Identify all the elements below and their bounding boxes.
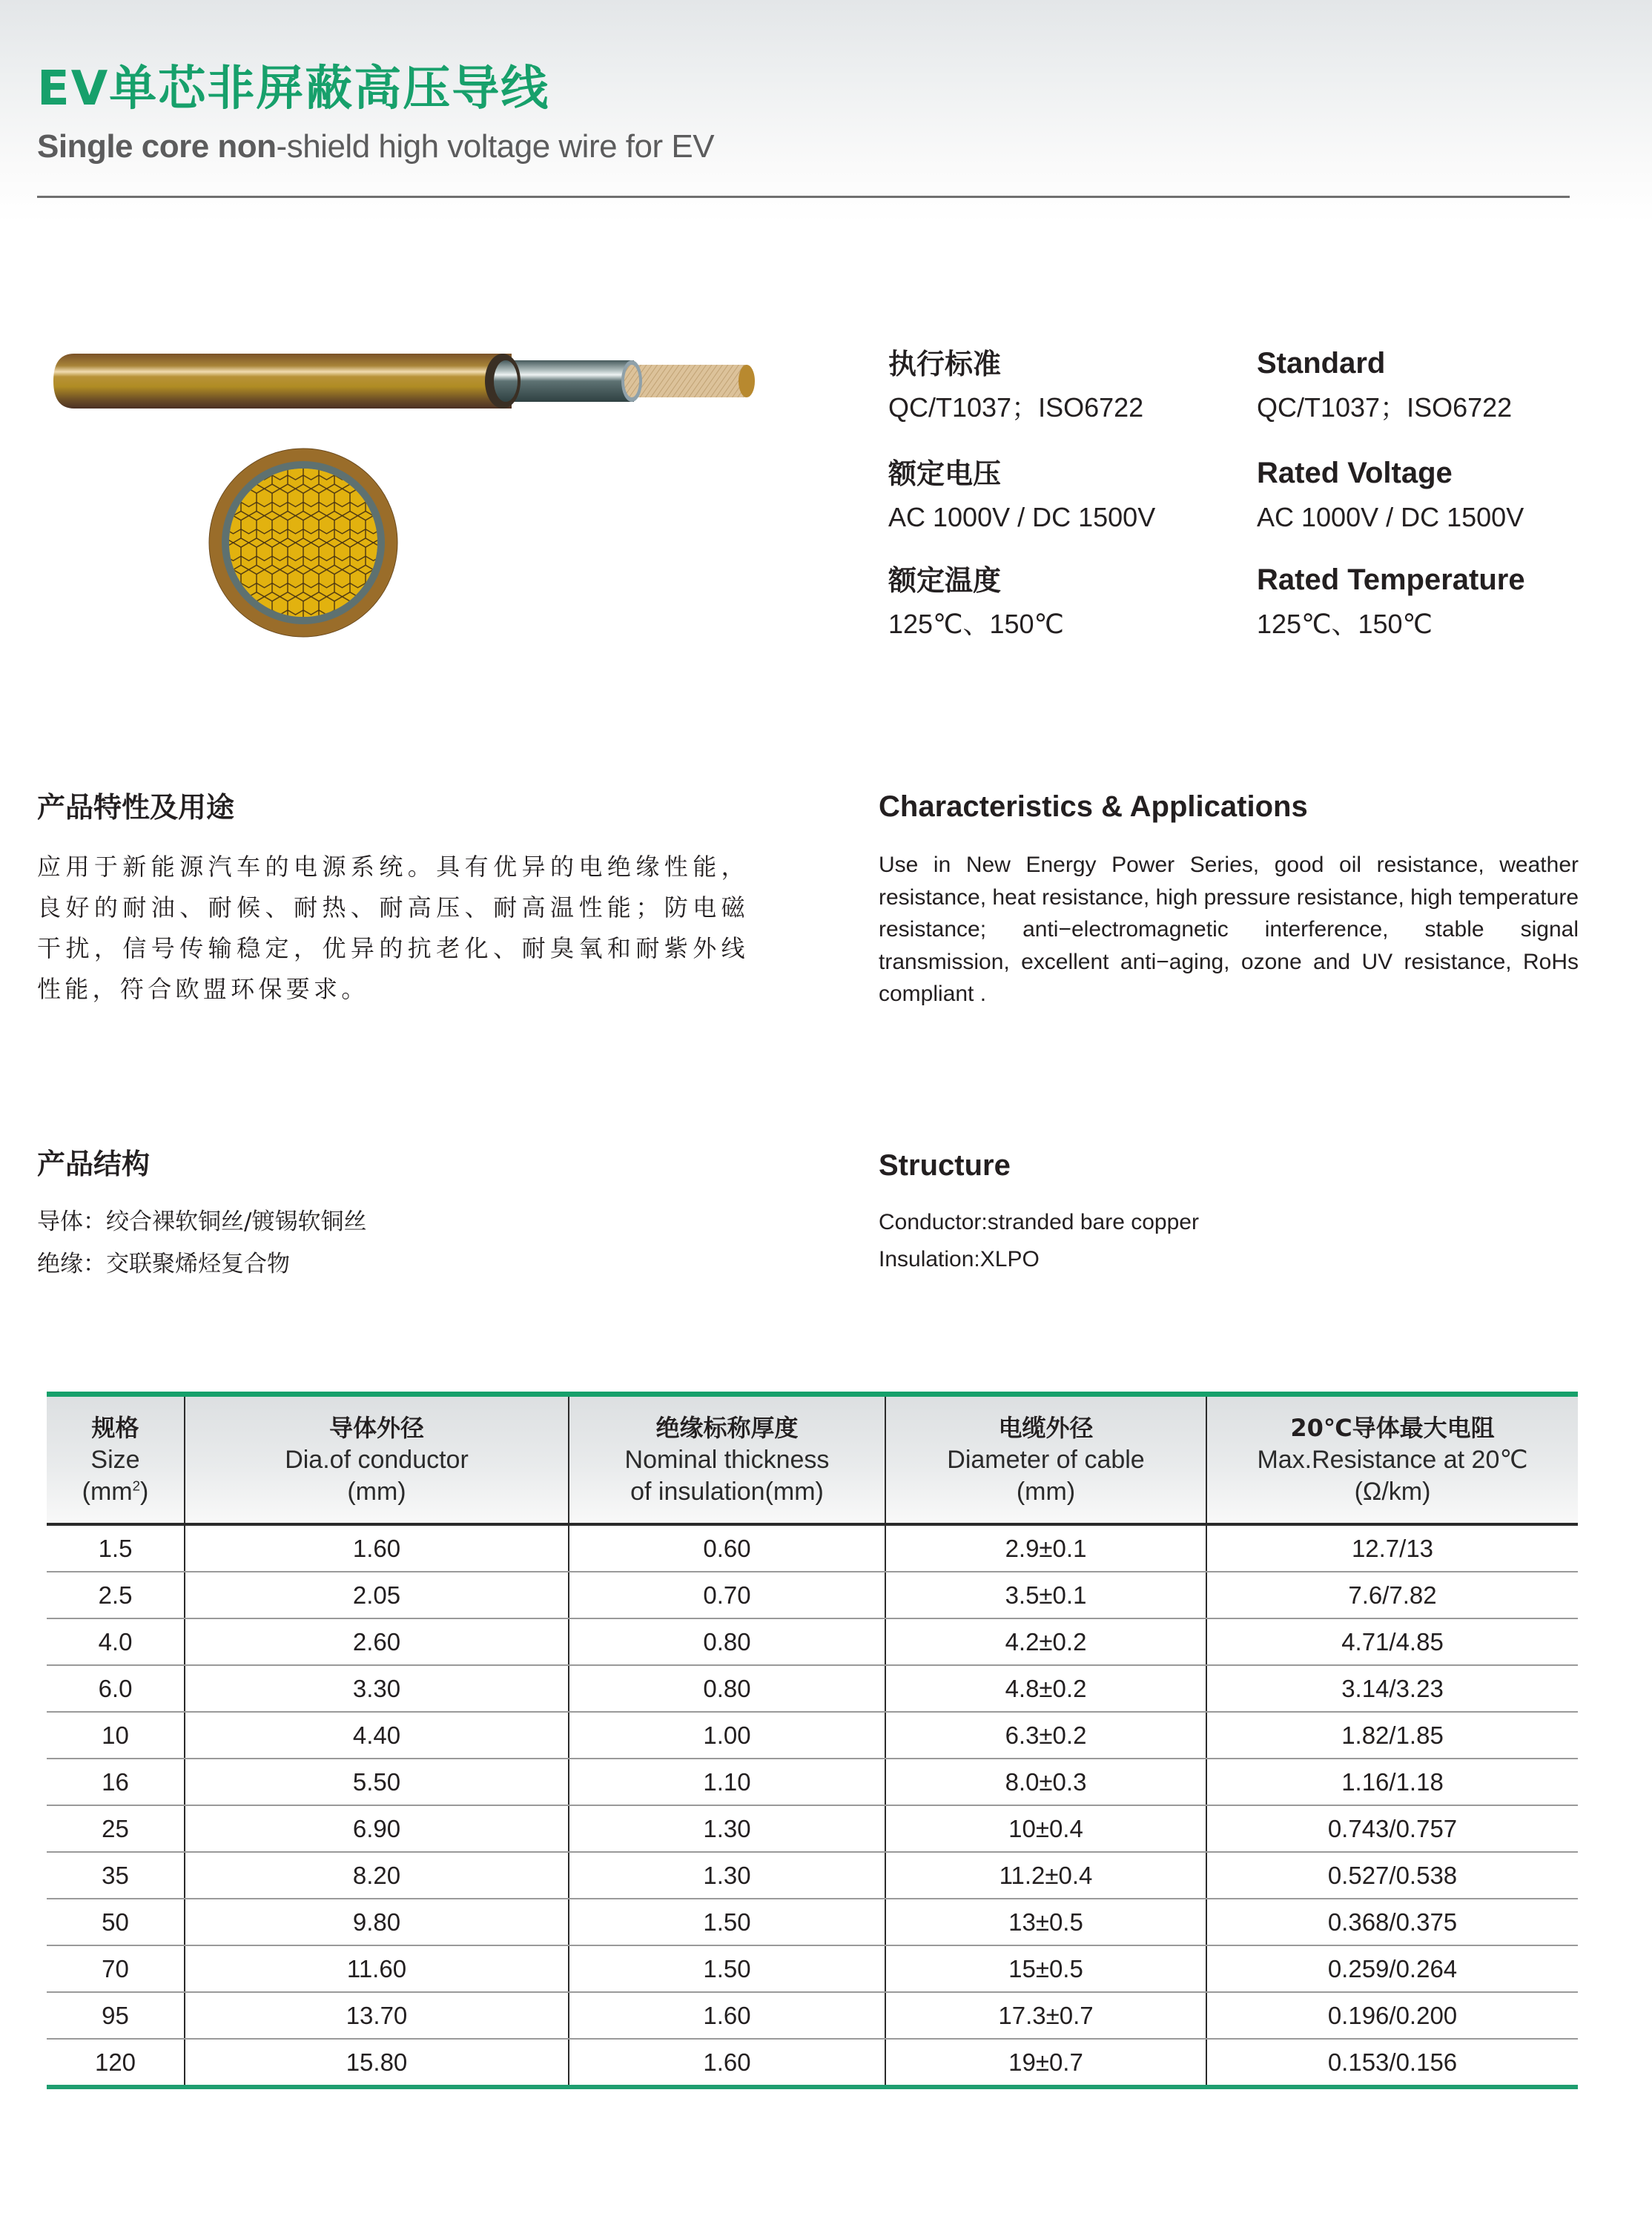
characteristics-body-cn: 应用于新能源汽车的电源系统。具有优异的电绝缘性能，良好的耐油、耐候、耐热、耐高压、耐高温性能；防电磁干扰，信号传输稳定，优异的抗老化、耐臭氧和耐紫外线性能，符合欧盟环保要求。 xyxy=(37,853,749,1003)
spec-value: 125℃、150℃ xyxy=(1257,609,1433,639)
spec-value: 125℃、150℃ xyxy=(888,609,1064,639)
unit-text: (Ω/km) xyxy=(1354,1477,1431,1506)
cell-conductor-diameter: 2.60 xyxy=(185,1618,569,1665)
cell-size: 2.5 xyxy=(47,1572,185,1618)
cell-max-resistance: 1.16/1.18 xyxy=(1206,1759,1578,1805)
unit-text-end: ) xyxy=(140,1477,149,1506)
unit-text: (mm) xyxy=(347,1477,406,1506)
cell-size: 35 xyxy=(47,1852,185,1899)
cable-side-view xyxy=(53,354,755,409)
cell-size: 4.0 xyxy=(47,1618,185,1665)
cell-cable-diameter: 6.3±0.2 xyxy=(885,1712,1206,1759)
spec-label: Rated Temperature xyxy=(1257,563,1525,596)
conductor-tip xyxy=(739,365,755,397)
spec-label: Rated Voltage xyxy=(1257,457,1453,489)
table-row xyxy=(47,1899,1578,1945)
cell-conductor-diameter: 11.60 xyxy=(185,1945,569,1992)
table-row xyxy=(47,1852,1578,1899)
table-row xyxy=(47,1572,1578,1618)
column-header-cable-diameter xyxy=(885,1395,1206,1525)
cell-conductor-diameter: 2.05 xyxy=(185,1572,569,1618)
cell-size: 1.5 xyxy=(47,1524,185,1572)
spec-temperature-en xyxy=(1257,565,1525,638)
spec-value: AC 1000V / DC 1500V xyxy=(888,502,1156,532)
cell-max-resistance: 0.368/0.375 xyxy=(1206,1899,1578,1945)
cell-cable-diameter: 3.5±0.1 xyxy=(885,1572,1206,1618)
table-header-row xyxy=(47,1395,1578,1525)
spec-value: QC/T1037；ISO6722 xyxy=(888,392,1144,423)
cell-size: 6.0 xyxy=(47,1665,185,1712)
cell-conductor-diameter: 9.80 xyxy=(185,1899,569,1945)
header-divider xyxy=(37,196,1570,198)
column-header-unit xyxy=(47,1476,184,1508)
cell-max-resistance: 12.7/13 xyxy=(1206,1524,1578,1572)
cell-conductor-diameter: 5.50 xyxy=(185,1759,569,1805)
column-header-unit xyxy=(569,1476,885,1508)
table-row xyxy=(47,1759,1578,1805)
spec-standard-cn xyxy=(888,350,1143,421)
cell-max-resistance: 0.259/0.264 xyxy=(1206,1945,1578,1992)
table-body xyxy=(47,1524,1578,2087)
cable-illustration xyxy=(44,341,771,652)
cell-max-resistance: 4.71/4.85 xyxy=(1206,1618,1578,1665)
page-subtitle xyxy=(37,130,714,163)
cell-conductor-diameter: 15.80 xyxy=(185,2039,569,2087)
cell-insulation-thickness: 1.10 xyxy=(569,1759,885,1805)
table-row xyxy=(47,2039,1578,2087)
structure-conductor-en: Conductor:stranded bare copper xyxy=(879,1210,1199,1234)
unit-text: (mm xyxy=(82,1477,133,1506)
spec-label: Standard xyxy=(1257,347,1386,380)
cell-conductor-diameter: 13.70 xyxy=(185,1992,569,2039)
cell-insulation-thickness: 0.80 xyxy=(569,1618,885,1665)
structure-insulation-en: Insulation:XLPO xyxy=(879,1247,1040,1271)
column-header-en: Max.Resistance at 20℃ xyxy=(1257,1445,1528,1474)
cell-insulation-thickness: 1.00 xyxy=(569,1712,885,1759)
table-row xyxy=(47,1524,1578,1572)
unit-text: of insulation(mm) xyxy=(630,1477,824,1506)
cable-cross-section xyxy=(209,449,397,637)
unit-superscript: 2 xyxy=(132,1478,141,1494)
cell-cable-diameter: 10±0.4 xyxy=(885,1805,1206,1852)
cell-max-resistance: 0.196/0.200 xyxy=(1206,1992,1578,2039)
column-header-cn: 绝缘标称厚度 xyxy=(655,1413,799,1442)
cell-conductor-diameter: 4.40 xyxy=(185,1712,569,1759)
column-header-cn: 电缆外径 xyxy=(998,1413,1094,1442)
table-row xyxy=(47,1712,1578,1759)
cell-cable-diameter: 19±0.7 xyxy=(885,2039,1206,2087)
column-header-insulation-thickness xyxy=(569,1395,885,1525)
cell-conductor-diameter: 8.20 xyxy=(185,1852,569,1899)
column-header-size xyxy=(47,1395,185,1525)
cell-insulation-thickness: 0.80 xyxy=(569,1665,885,1712)
subtitle-rest: -shield high voltage wire for EV xyxy=(276,128,715,165)
cell-size: 10 xyxy=(47,1712,185,1759)
column-header-en: Size xyxy=(90,1445,140,1474)
cell-insulation-thickness: 1.60 xyxy=(569,2039,885,2087)
characteristics-heading-en: Characteristics & Applications xyxy=(879,790,1308,823)
cell-cable-diameter: 11.2±0.4 xyxy=(885,1852,1206,1899)
cell-insulation-thickness: 0.60 xyxy=(569,1524,885,1572)
column-header-unit xyxy=(185,1476,568,1508)
table-row xyxy=(47,1618,1578,1665)
column-header-unit xyxy=(1207,1476,1578,1508)
cell-size: 25 xyxy=(47,1805,185,1852)
column-header-conductor-diameter xyxy=(185,1395,569,1525)
cell-insulation-thickness: 1.30 xyxy=(569,1852,885,1899)
cell-size: 120 xyxy=(47,2039,185,2087)
cell-max-resistance: 7.6/7.82 xyxy=(1206,1572,1578,1618)
cell-cable-diameter: 4.8±0.2 xyxy=(885,1665,1206,1712)
column-header-max-resistance xyxy=(1206,1395,1578,1525)
column-header-cn: 规格 xyxy=(91,1413,139,1442)
cell-size: 70 xyxy=(47,1945,185,1992)
cell-cable-diameter: 15±0.5 xyxy=(885,1945,1206,1992)
cell-cable-diameter: 2.9±0.1 xyxy=(885,1524,1206,1572)
characteristics-body-en: Use in New Energy Power Series, good oil resistance, weather resistance, heat resistance, high pressure resistance, high temperature resistance; anti−electromagnetic interference, stable signal transmission, excellent anti−aging, ozone and UV resistance, RoHs compliant . xyxy=(879,853,1579,1006)
structure-heading-en: Structure xyxy=(879,1149,1011,1182)
cell-max-resistance: 0.527/0.538 xyxy=(1206,1852,1578,1899)
cell-max-resistance: 3.14/3.23 xyxy=(1206,1665,1578,1712)
subtitle-bold: Single core non xyxy=(37,128,277,165)
page-title: EV单芯非屏蔽高压导线 xyxy=(37,62,550,116)
cell-insulation-thickness: 1.30 xyxy=(569,1805,885,1852)
characteristics-heading-cn: 产品特性及用途 xyxy=(37,791,235,824)
spec-label: 额定温度 xyxy=(888,564,1002,597)
cell-insulation-thickness: 1.60 xyxy=(569,1992,885,2039)
structure-conductor-cn: 导体：绞合裸软铜丝/镀锡软铜丝 xyxy=(37,1208,367,1235)
cell-cable-diameter: 13±0.5 xyxy=(885,1899,1206,1945)
cell-size: 95 xyxy=(47,1992,185,2039)
unit-text: (mm) xyxy=(1016,1477,1076,1506)
table-row xyxy=(47,1992,1578,2039)
cell-conductor-diameter: 3.30 xyxy=(185,1665,569,1712)
spec-temperature-cn xyxy=(888,566,1064,638)
cell-max-resistance: 0.153/0.156 xyxy=(1206,2039,1578,2087)
column-header-cn: 导体外径 xyxy=(328,1413,424,1442)
structure-heading-cn: 产品结构 xyxy=(37,1148,151,1180)
spec-value: AC 1000V / DC 1500V xyxy=(1257,502,1524,532)
cell-insulation-thickness: 1.50 xyxy=(569,1899,885,1945)
cell-cable-diameter: 4.2±0.2 xyxy=(885,1618,1206,1665)
cell-max-resistance: 0.743/0.757 xyxy=(1206,1805,1578,1852)
spec-standard-en xyxy=(1257,348,1512,421)
cell-max-resistance: 1.82/1.85 xyxy=(1206,1712,1578,1759)
cell-conductor-diameter: 1.60 xyxy=(185,1524,569,1572)
column-header-cn: 20℃导体最大电阻 xyxy=(1290,1413,1495,1442)
cell-conductor-diameter: 6.90 xyxy=(185,1805,569,1852)
spec-voltage-cn xyxy=(888,457,1156,532)
table-row xyxy=(47,1665,1578,1712)
cell-size: 50 xyxy=(47,1899,185,1945)
cell-insulation-thickness: 0.70 xyxy=(569,1572,885,1618)
structure-insulation-cn: 绝缘：交联聚烯烃复合物 xyxy=(37,1251,290,1277)
spec-label: 执行标准 xyxy=(888,348,1002,380)
specification-table xyxy=(47,1392,1578,2089)
column-header-en: Diameter of cable xyxy=(947,1445,1145,1474)
outer-jacket xyxy=(53,354,512,409)
table-row xyxy=(47,1945,1578,1992)
table-row xyxy=(47,1805,1578,1852)
cell-cable-diameter: 17.3±0.7 xyxy=(885,1992,1206,2039)
spec-value: QC/T1037；ISO6722 xyxy=(1257,392,1513,423)
column-header-en: Dia.of conductor xyxy=(285,1445,469,1474)
spec-voltage-en xyxy=(1257,458,1524,531)
spec-label: 额定电压 xyxy=(888,457,1002,490)
column-header-unit xyxy=(886,1476,1206,1508)
column-header-en: Nominal thickness xyxy=(624,1445,830,1474)
cell-insulation-thickness: 1.50 xyxy=(569,1945,885,1992)
cell-size: 16 xyxy=(47,1759,185,1805)
cell-cable-diameter: 8.0±0.3 xyxy=(885,1759,1206,1805)
